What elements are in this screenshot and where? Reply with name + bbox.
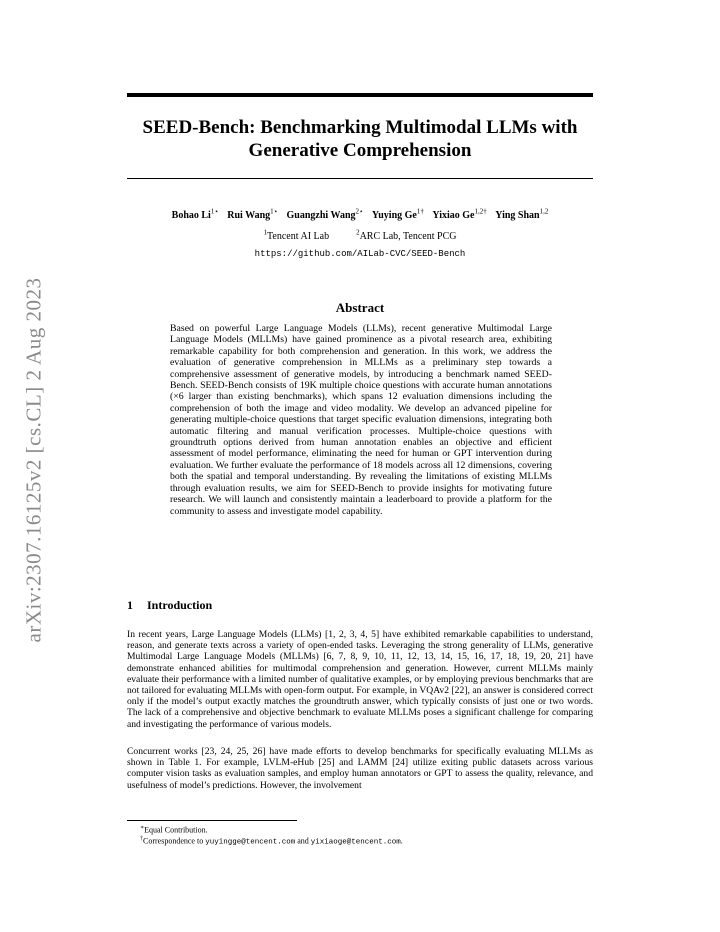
arxiv-sidebar-stamp bbox=[22, 250, 46, 670]
footnote-equal-contribution: ∗Equal Contribution. bbox=[140, 825, 208, 835]
title-bottom-rule bbox=[127, 178, 593, 179]
intro-paragraph-1: In recent years, Large Language Models (LLMs) [1, 2, 3, 4, 5] have exhibited remarkable capabilities to understand, reason, and generate texts across a variety of open-ended tasks. Leveraging the strong generality of LLMs, generative Multimodal Large Language Models (MLLMs) [6, 7, 8, 9, 10, 11, 12, 13, 14, 15, 16, 17, 18, 19, 20, 21] have demonstrate enhanced abilities for multimodal comprehension and generation. However, current MLLMs mainly evaluate their performance with a limited number of qualitative examples, or by employing previous benchmarks that are not tailored for evaluating MLLMs with open-form output. For example, in VQAv2 [22], an answer is considered correct only if the model’s output exactly matches the groundtruth answer, which typically consists of just one or two words. The lack of a comprehensive and objective benchmark to evaluate MLLMs poses a significant challenge for comparing and investigating the performance of various models. bbox=[127, 629, 593, 730]
intro-paragraph-2: Concurrent works [23, 24, 25, 26] have made efforts to develop benchmarks for specifically evaluating MLLMs as shown in Table 1. For example, LVLM-eHub [25] and LAMM [24] utilize exiting public datasets across various computer vision tasks as evaluation samples, and employ human annotators or GPT to assess the quality, relevance, and usefulness of model’s predictions. However, the involvement bbox=[127, 746, 593, 791]
abstract-heading: Abstract bbox=[335, 300, 385, 315]
email-link-1[interactable]: yuyingge@tencent.com bbox=[205, 838, 296, 847]
arxiv-id-text: arXiv:2307.16125v2 [cs.CL] 2 Aug 2023 bbox=[21, 277, 46, 643]
author: Guangzhi Wang$^{2⋆}$ bbox=[286, 208, 364, 222]
title-top-rule bbox=[127, 93, 593, 97]
title-line-1: SEED-Bench: Benchmarking Multimodal LLMs with bbox=[142, 117, 578, 138]
affiliation: $^2$ARC Lab, Tencent PCG bbox=[356, 229, 457, 243]
author: Ying Shan$^{1,2}$ bbox=[495, 208, 549, 222]
author: Bohao $Li^{1⋆}$ bbox=[171, 208, 219, 222]
project-url-link[interactable]: https://github.com/AILab-CVC/SEED-Bench bbox=[254, 249, 466, 259]
section-heading bbox=[127, 598, 593, 613]
footnote-correspondence: †Correspondence to yuyingge@tencent.com and yixiaoge@tencent.com. bbox=[140, 836, 403, 847]
affiliations bbox=[127, 229, 593, 242]
paper-title bbox=[127, 116, 593, 162]
section-title: Introduction bbox=[147, 598, 213, 612]
section-number: 1 bbox=[127, 598, 133, 612]
footnote-rule bbox=[127, 820, 297, 821]
title-line-2: Generative Comprehension bbox=[248, 140, 472, 161]
affiliation: $^1$Tencent AI Lab bbox=[263, 229, 330, 243]
author: Yuying $Ge^{1\dagger}$ bbox=[371, 208, 424, 222]
abstract-text: Based on powerful Large Language Models (LLMs), recent generative Multimodal Large Language Models (MLLMs) have gained prominence as a pivotal research area, exhibiting remarkable capability for both comprehension and generation. In this work, we address the evaluation of generative comprehension in MLLMs as a preliminary step towards a comprehensive assessment of generative models, by introducing a benchmark named SEED-Bench. SEED-Bench consists of 19K multiple choice questions with accurate human annotations (×6 larger than existing benchmarks), which spans 12 evaluation dimensions including the comprehension of both the image and video modality. We develop an advanced pipeline for generating multiple-choice questions that target specific evaluation dimensions, integrating both automatic filtering and manual verification processes. Multiple-choice questions with groundtruth options derived from human annotation enables an objective and efficient assessment of model performance, eliminating the need for human or GPT intervention during evaluation. We further evaluate the performance of 18 models across all 12 dimensions, covering both the spatial and temporal understanding. By revealing the limitations of existing MLLMs through evaluation results, we aim for SEED-Bench to provide insights for motivating future research. We will launch and consistently maintain a leaderboard to provide a platform for the community to assess and investigate model capability. bbox=[170, 323, 552, 517]
author: Yixiao $Ge^{1,2\dagger}$ bbox=[432, 208, 487, 222]
email-link-2[interactable]: yixiaoge@tencent.com bbox=[310, 838, 401, 847]
author: Rui Wang$^{1⋆}$ bbox=[227, 208, 279, 222]
author-list bbox=[100, 208, 620, 221]
